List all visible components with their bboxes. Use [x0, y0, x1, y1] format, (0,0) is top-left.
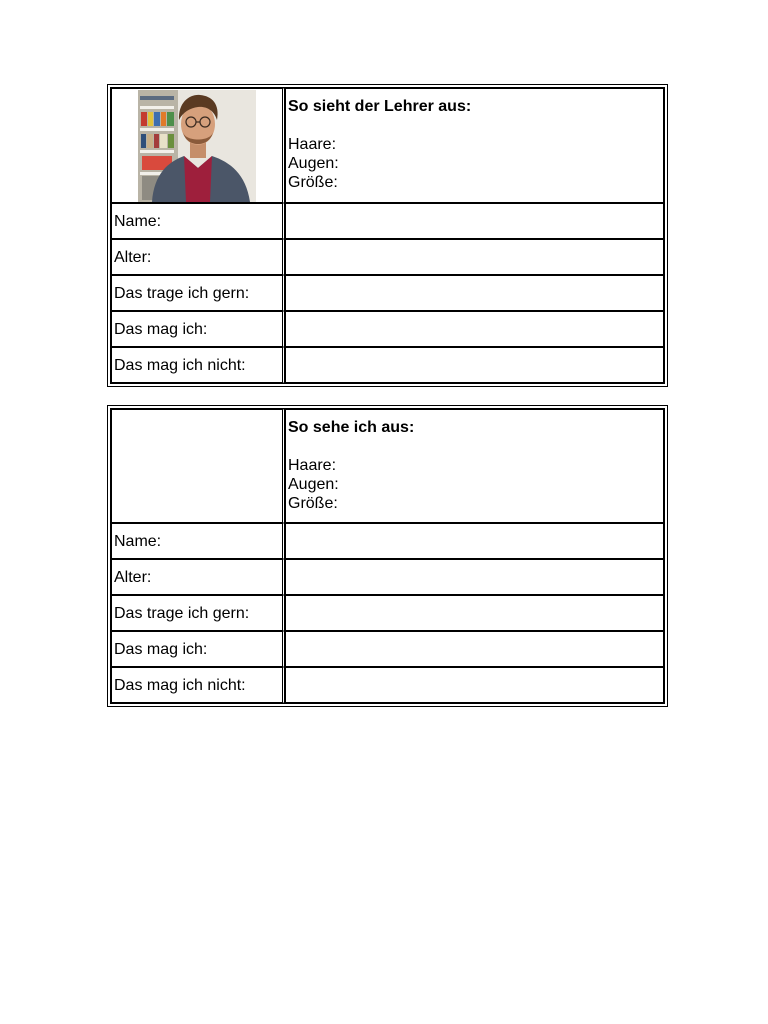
teacher-appearance-title: So sieht der Lehrer aus: — [288, 98, 472, 115]
student-row-dislikes — [111, 667, 664, 703]
teacher-photo-cell — [111, 88, 285, 203]
teacher-photo — [138, 90, 256, 202]
teacher-clothes-blank — [285, 275, 664, 311]
student-hair-label: Haare: — [288, 457, 337, 474]
teacher-eyes-label: Augen: — [288, 155, 339, 172]
teacher-appearance-cell — [285, 88, 664, 203]
teacher-age-label: Alter: — [111, 239, 285, 275]
student-row-likes — [111, 631, 664, 667]
teacher-dislikes-label: Das mag ich nicht: — [111, 347, 285, 383]
student-profile-table — [110, 408, 665, 704]
student-height-label: Größe: — [288, 495, 338, 512]
teacher-hair-label: Haare: — [288, 136, 337, 153]
teacher-height-label: Größe: — [288, 174, 338, 191]
student-likes-label: Das mag ich: — [111, 631, 285, 667]
student-clothes-blank — [285, 595, 664, 631]
student-row-clothes — [111, 595, 664, 631]
teacher-name-label: Name: — [111, 203, 285, 239]
student-header-row — [111, 409, 664, 523]
teacher-header-row — [111, 88, 664, 203]
teacher-row-name — [111, 203, 664, 239]
student-appearance-cell — [285, 409, 664, 523]
teacher-clothes-label: Das trage ich gern: — [111, 275, 285, 311]
teacher-row-age — [111, 239, 664, 275]
teacher-row-likes — [111, 311, 664, 347]
student-likes-blank — [285, 631, 664, 667]
student-dislikes-label: Das mag ich nicht: — [111, 667, 285, 703]
student-name-blank — [285, 523, 664, 559]
teacher-row-clothes — [111, 275, 664, 311]
teacher-dislikes-blank — [285, 347, 664, 383]
student-photo-cell — [111, 409, 285, 523]
teacher-row-dislikes — [111, 347, 664, 383]
student-age-label: Alter: — [111, 559, 285, 595]
student-clothes-label: Das trage ich gern: — [111, 595, 285, 631]
student-name-label: Name: — [111, 523, 285, 559]
teacher-age-blank — [285, 239, 664, 275]
teacher-likes-label: Das mag ich: — [111, 311, 285, 347]
student-row-name — [111, 523, 664, 559]
student-age-blank — [285, 559, 664, 595]
student-dislikes-blank — [285, 667, 664, 703]
teacher-profile-table — [110, 87, 665, 384]
student-row-age — [111, 559, 664, 595]
student-eyes-label: Augen: — [288, 476, 339, 493]
teacher-likes-blank — [285, 311, 664, 347]
student-appearance-title: So sehe ich aus: — [288, 419, 415, 436]
teacher-name-blank — [285, 203, 664, 239]
